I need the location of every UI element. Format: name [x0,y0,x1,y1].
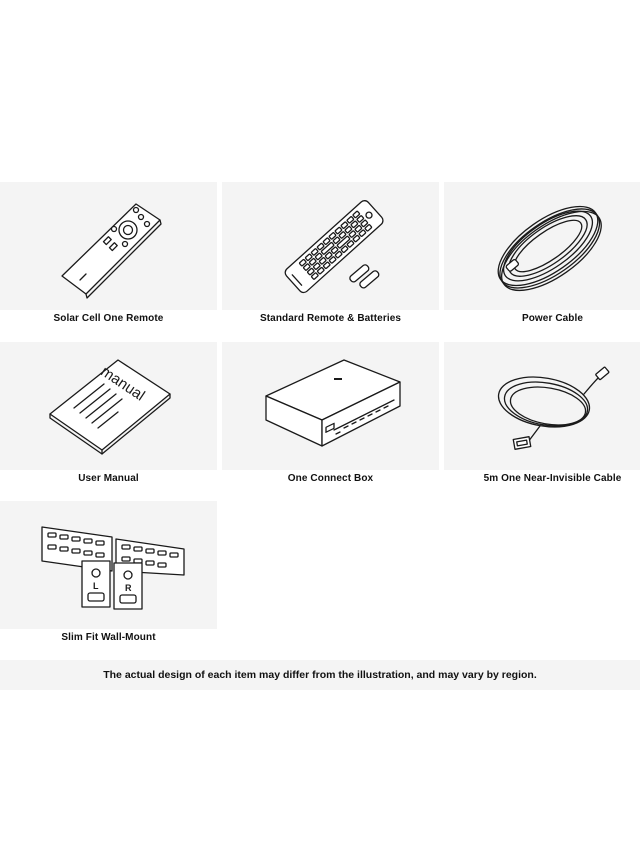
item-image-panel [0,182,217,310]
invisible-cable-icon [444,342,640,470]
bracket-left-label: L [93,581,99,591]
battery-icon [349,264,380,290]
item-label: One Connect Box [287,473,374,484]
one-connect-box-icon [222,342,439,470]
item-user-manual [0,342,217,502]
disclaimer: The actual design of each item may differ from the illustration, and may vary by region. [0,660,640,690]
item-image-panel [222,182,439,310]
user-manual-icon [0,342,217,470]
item-image-panel [444,182,640,310]
item-image-panel [444,342,640,470]
standard-remote-icon [222,182,439,310]
item-wall-mount [0,501,217,661]
item-solar-cell-remote [0,182,217,342]
item-standard-remote [222,182,439,342]
item-label: 5m One Near-Invisible Cable [483,473,622,484]
item-label: Solar Cell One Remote [53,313,164,324]
item-label: Slim Fit Wall-Mount [61,632,156,643]
item-label: User Manual [78,473,139,484]
item-invisible-cable [444,342,640,502]
bracket-right-label: R [125,583,132,593]
manual-cover-text: manual [97,362,148,405]
item-image-panel [222,342,439,470]
item-label: Standard Remote & Batteries [259,313,402,324]
item-one-connect-box [222,342,439,502]
wall-mount-icon [0,501,217,629]
solar-remote-icon [0,182,217,310]
item-image-panel [0,342,217,470]
item-image-panel [0,501,217,629]
item-power-cable [444,182,640,342]
power-cable-icon [444,182,640,310]
item-label: Power Cable [521,313,584,324]
